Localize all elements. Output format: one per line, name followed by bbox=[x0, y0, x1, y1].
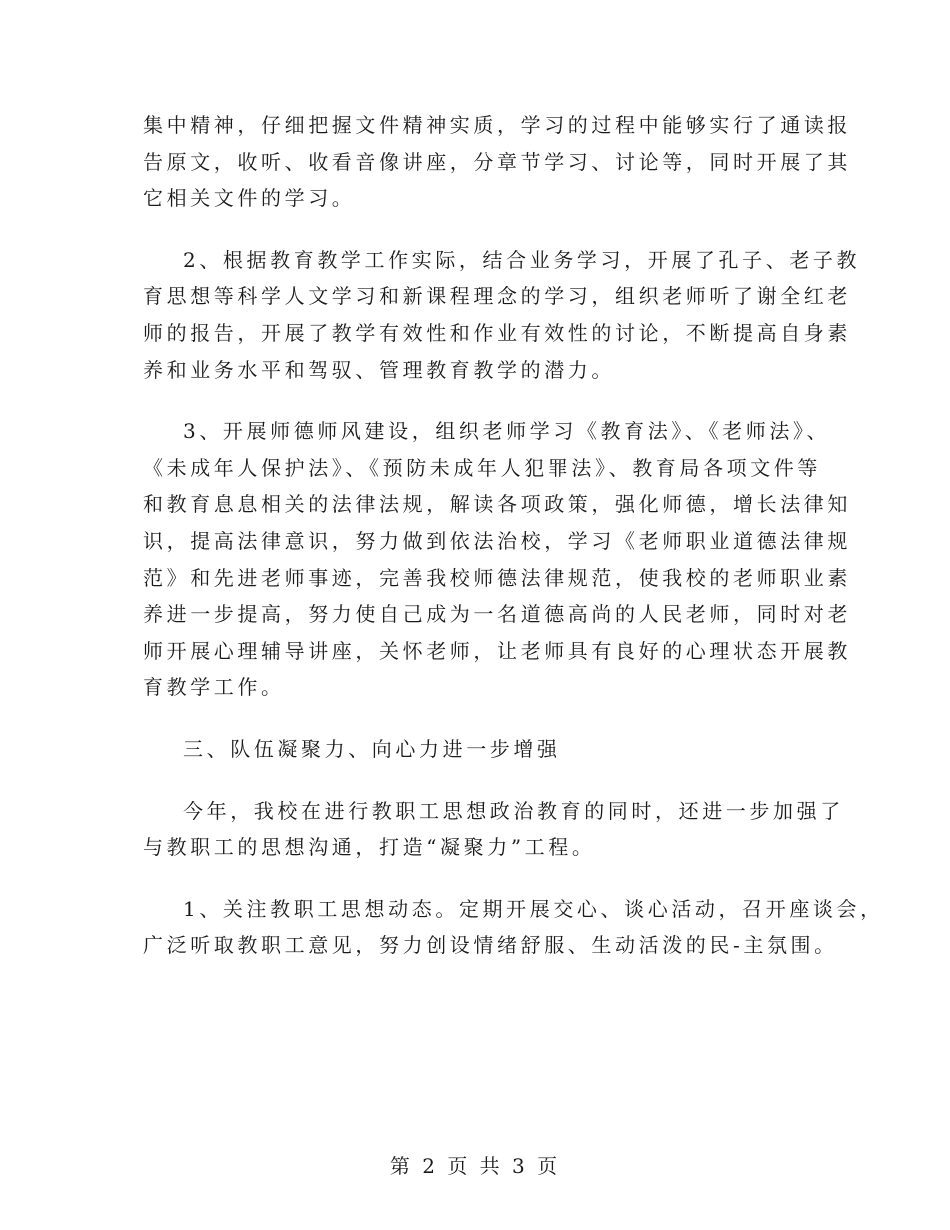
text-line: 广泛听取教职工意见，努力创设情绪舒服、生动活泼的民-主氛围。 bbox=[143, 933, 838, 958]
text-line: 范》和先进老师事迹，完善我校师德法律规范，使我校的老师职业素 bbox=[143, 565, 851, 590]
paragraph-intro bbox=[143, 793, 844, 866]
section-heading-text: 三、队伍凝聚力、向心力进一步增强 bbox=[183, 736, 561, 761]
text-line: 1、关注教职工思想动态。定期开展交心、谈心活动，召开座谈会， bbox=[183, 896, 884, 921]
page-number: 第 2 页 共 3 页 bbox=[389, 1154, 561, 1178]
text-line: 养进一步提高，努力使自己成为一名道德高尚的人民老师，同时对老 bbox=[143, 602, 851, 627]
text-line: 《未成年人保护法》、《预防未成年人犯罪法》、教育局各项文件等 bbox=[143, 455, 821, 480]
paragraph-item-1 bbox=[143, 891, 884, 964]
text-line: 集中精神，仔细把握文件精神实质，学习的过程中能够实行了通读报 bbox=[143, 113, 851, 137]
text-line: 告原文，收听、收看音像讲座，分章节学习、讨论等，同时开展了其 bbox=[143, 149, 851, 174]
section-heading bbox=[143, 731, 813, 768]
text-line: 2、根据教育教学工作实际，结合业务学习，开展了孔子、老子教 bbox=[183, 247, 861, 272]
paragraph-study-report bbox=[143, 107, 851, 217]
text-line: 师开展心理辅导讲座，关怀老师，让老师具有良好的心理状态开展教 bbox=[143, 638, 851, 663]
text-line: 师的报告，开展了教学有效性和作业有效性的讨论，不断提高自身素 bbox=[143, 320, 851, 345]
text-line: 育思想等科学人文学习和新课程理念的学习，组织老师听了谢全红老 bbox=[143, 284, 851, 309]
text-line: 养和业务水平和驾驭、管理教育教学的潜力。 bbox=[143, 357, 615, 382]
text-line: 它相关文件的学习。 bbox=[143, 186, 356, 211]
text-line: 识，提高法律意识，努力做到依法治校，学习《老师职业道德法律规 bbox=[143, 528, 851, 553]
text-line: 和教育息息相关的法律法规，解读各项政策，强化师德，增长法律知 bbox=[143, 492, 851, 517]
text-line: 与教职工的思想沟通，打造“凝聚力”工程。 bbox=[143, 835, 596, 860]
text-line: 3、开展师德师风建设，组织老师学习《教育法》、《老师法》、 bbox=[183, 419, 831, 444]
paragraph-item-3 bbox=[143, 413, 851, 706]
text-line: 今年，我校在进行教职工思想政治教育的同时，还进一步加强了 bbox=[183, 798, 844, 823]
document-body bbox=[143, 107, 884, 989]
paragraph-item-2 bbox=[143, 242, 861, 388]
text-line: 育教学工作。 bbox=[143, 675, 285, 700]
